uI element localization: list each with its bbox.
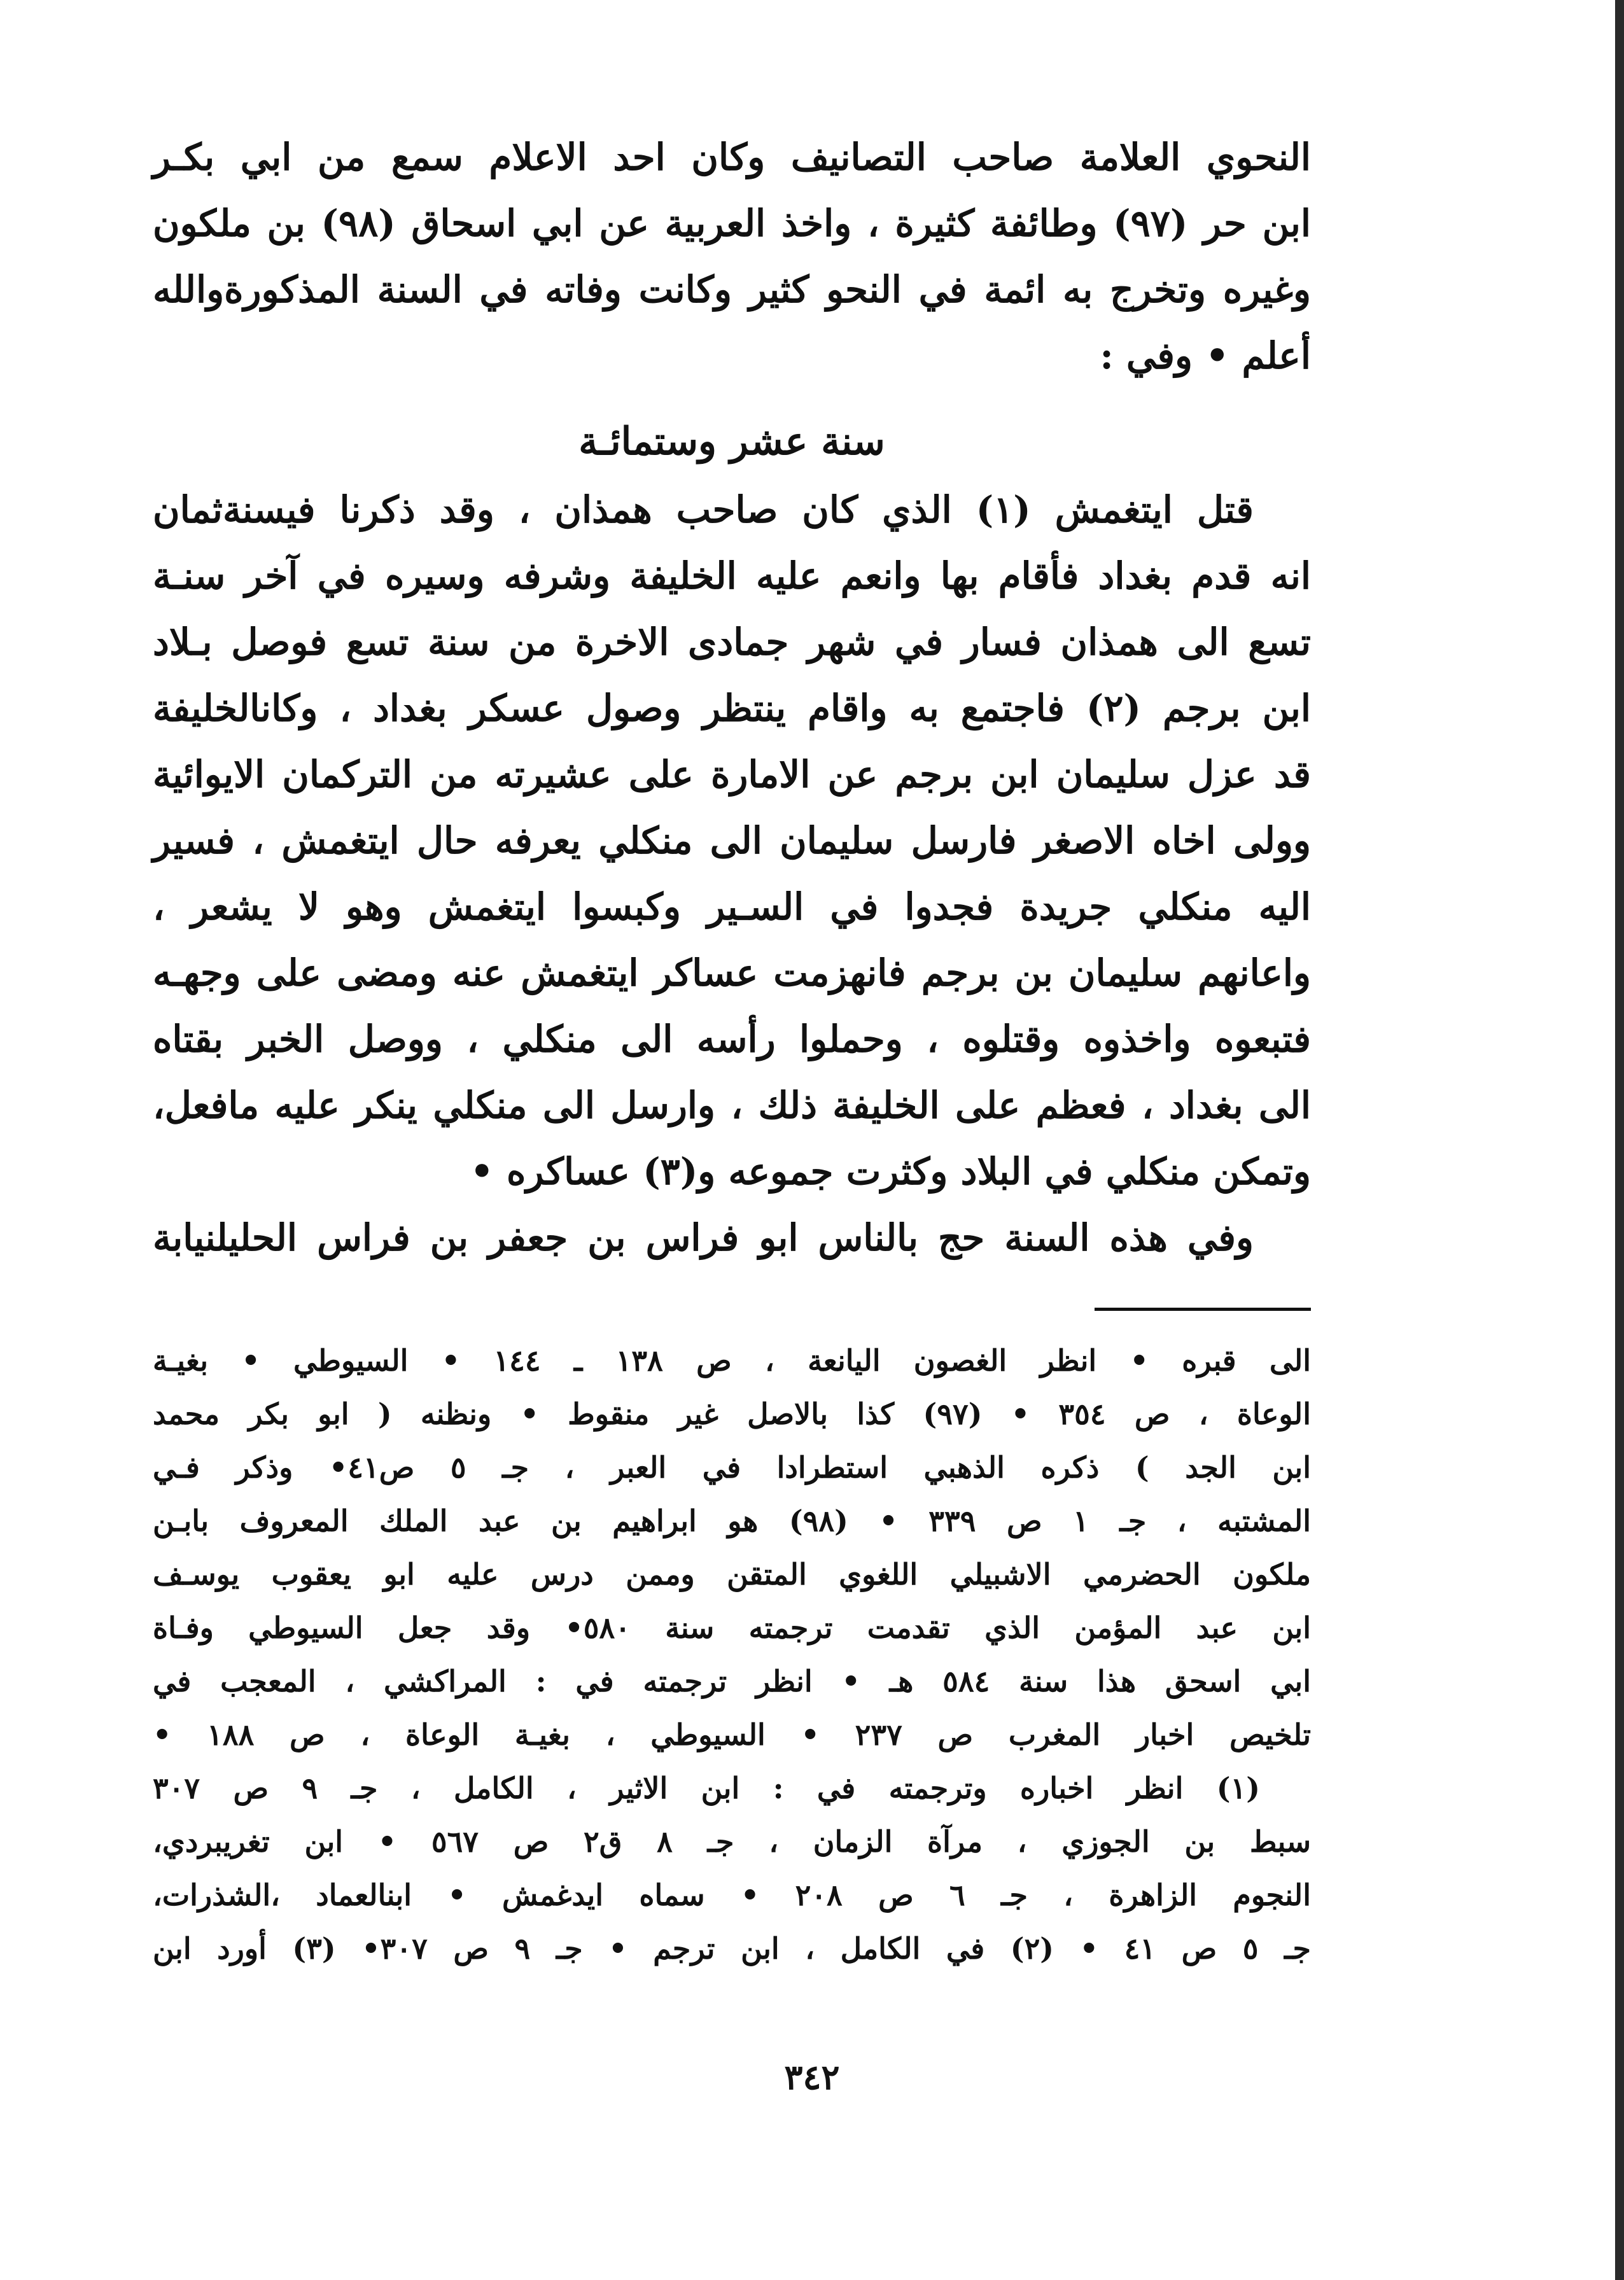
- text-line: قد عزل سليمان ابن برجم عن الامارة على عشيرته من التركمان الايوائية: [153, 753, 1311, 796]
- top-paragraph: [153, 124, 1311, 389]
- text-line: فتبعوه واخذوه وقتلوه ، وحملوا رأسه الى منكلي ، ووصل الخبر بقتاه: [153, 1018, 1311, 1061]
- page-edge: [1615, 0, 1624, 2280]
- footnote-line: الوعاة ، ص ٣٥٤ • (٩٧) كذا بالاصل غير منقوط • ونظنه ( ابو بكر محمد: [153, 1397, 1311, 1431]
- page-body: [153, 124, 1311, 1975]
- last-paragraph-line: وفي هذه السنة حج بالناس ابو فراس بن جعفر بن فراس الحليلنيابة: [153, 1216, 1254, 1259]
- footnote-line: تلخيص اخبار المغرب ص ٢٣٧ • السيوطي ، بغيـة الوعاة ، ص ١٨٨ •: [153, 1717, 1312, 1752]
- text-line: ابن حر (٩٧) وطائفة كثيرة ، واخذ العربية عن ابي اسحاق (٩٨) بن ملكون: [153, 202, 1312, 245]
- text-line: الى بغداد ، فعظم على الخليفة ذلك ، وارسل الى منكلي ينكر عليه مافعل،: [153, 1084, 1311, 1127]
- text-line: تسع الى همذان فسار في شهر جمادى الاخرة من سنة تسع فوصل بـلاد: [153, 620, 1311, 664]
- footnote-line: ابن عبد المؤمن الذي تقدمت ترجمته سنة ٥٨٠• وقد جعل السيوطي وفـاة: [153, 1611, 1311, 1645]
- footnote-line: ابي اسحق هذا سنة ٥٨٤ هـ • انظر ترجمته في : المراكشي ، المعجب في: [153, 1664, 1311, 1698]
- footnote-line: سبط بن الجوزي ، مرآة الزمان ، جـ ٨ ق٢ ص ٥٦٧ • ابن تغريبردي،: [153, 1824, 1311, 1859]
- footnote-separator: [1095, 1308, 1311, 1311]
- text-line: أعلم • وفي :: [1100, 334, 1311, 377]
- text-line: اليه منكلي جريدة فجدوا في السـير وكبسوا ايتغمش وهو لا يشعر ،: [153, 885, 1311, 928]
- footnote-line: ملكون الحضرمي الاشبيلي اللغوي المتقن وممن درس عليه ابو يعقوب يوسـف: [153, 1557, 1311, 1591]
- text-line: انه قدم بغداد فأقام بها وانعم عليه الخليفة وشرفه وسيره في آخر سنـة: [153, 554, 1311, 598]
- text-line: وتمكن منكلي في البلاد وكثرت جموعه و(٣) عساكره •: [470, 1150, 1311, 1193]
- text-line: وغيره وتخرج به ائمة في النحو كثير وكانت وفاته في السنة المذكورةوالله: [153, 268, 1311, 311]
- footnote-line: المشتبه ، جـ ١ ص ٣٣٩ • (٩٨) هو ابراهيم بن عبد الملك المعروف بابـن: [153, 1504, 1312, 1538]
- text-line: ابن برجم (٢) فاجتمع به واقام ينتظر وصول عسكر بغداد ، وكانالخليفة: [153, 687, 1311, 730]
- text-line: النحوي العلامة صاحب التصانيف وكان احد الاعلام سمع من ابي بكـر: [153, 136, 1311, 179]
- section-heading: سنة عشر وستمائـة: [578, 419, 885, 464]
- text-line: واعانهم سليمان بن برجم فانهزمت عساكر ايتغمش عنه ومضى على وجهـه: [153, 951, 1311, 995]
- footnote-line: (١) انظر اخباره وترجمته في : ابن الاثير ، الكامل ، جـ ٩ ص ٣٠٧: [153, 1771, 1260, 1805]
- footnote-line: جـ ٥ ص ٤١ • (٢) في الكامل ، ابن ترجم • جـ ٩ ص ٣٠٧• (٣) أورد ابن: [153, 1931, 1311, 1966]
- footnote-line: ابن الجد ) ذكره الذهبي استطرادا في العبر ، جـ ٥ ص٤١• وذكر فـي: [153, 1450, 1311, 1485]
- footnotes: [153, 1334, 1311, 1975]
- text-line: وولى اخاه الاصغر فارسل سليمان الى منكلي يعرفه حال ايتغمش ، فسير: [153, 819, 1311, 862]
- page-number: ٣٤٢: [784, 2057, 840, 2097]
- footnote-line: النجوم الزاهرة ، جـ ٦ ص ٢٠٨ • سماه ايدغمش • ابنالعماد ،الشذرات،: [153, 1878, 1311, 1912]
- footnote-line: الى قبره • انظر الغصون اليانعة ، ص ١٣٨ ـ ١٤٤ • السيوطي • بغيـة: [153, 1343, 1311, 1378]
- main-paragraph: [153, 477, 1311, 1205]
- text-line: قتل ايتغمش (١) الذي كان صاحب همذان ، وقد ذكرنا فيسنةثمان: [153, 488, 1254, 531]
